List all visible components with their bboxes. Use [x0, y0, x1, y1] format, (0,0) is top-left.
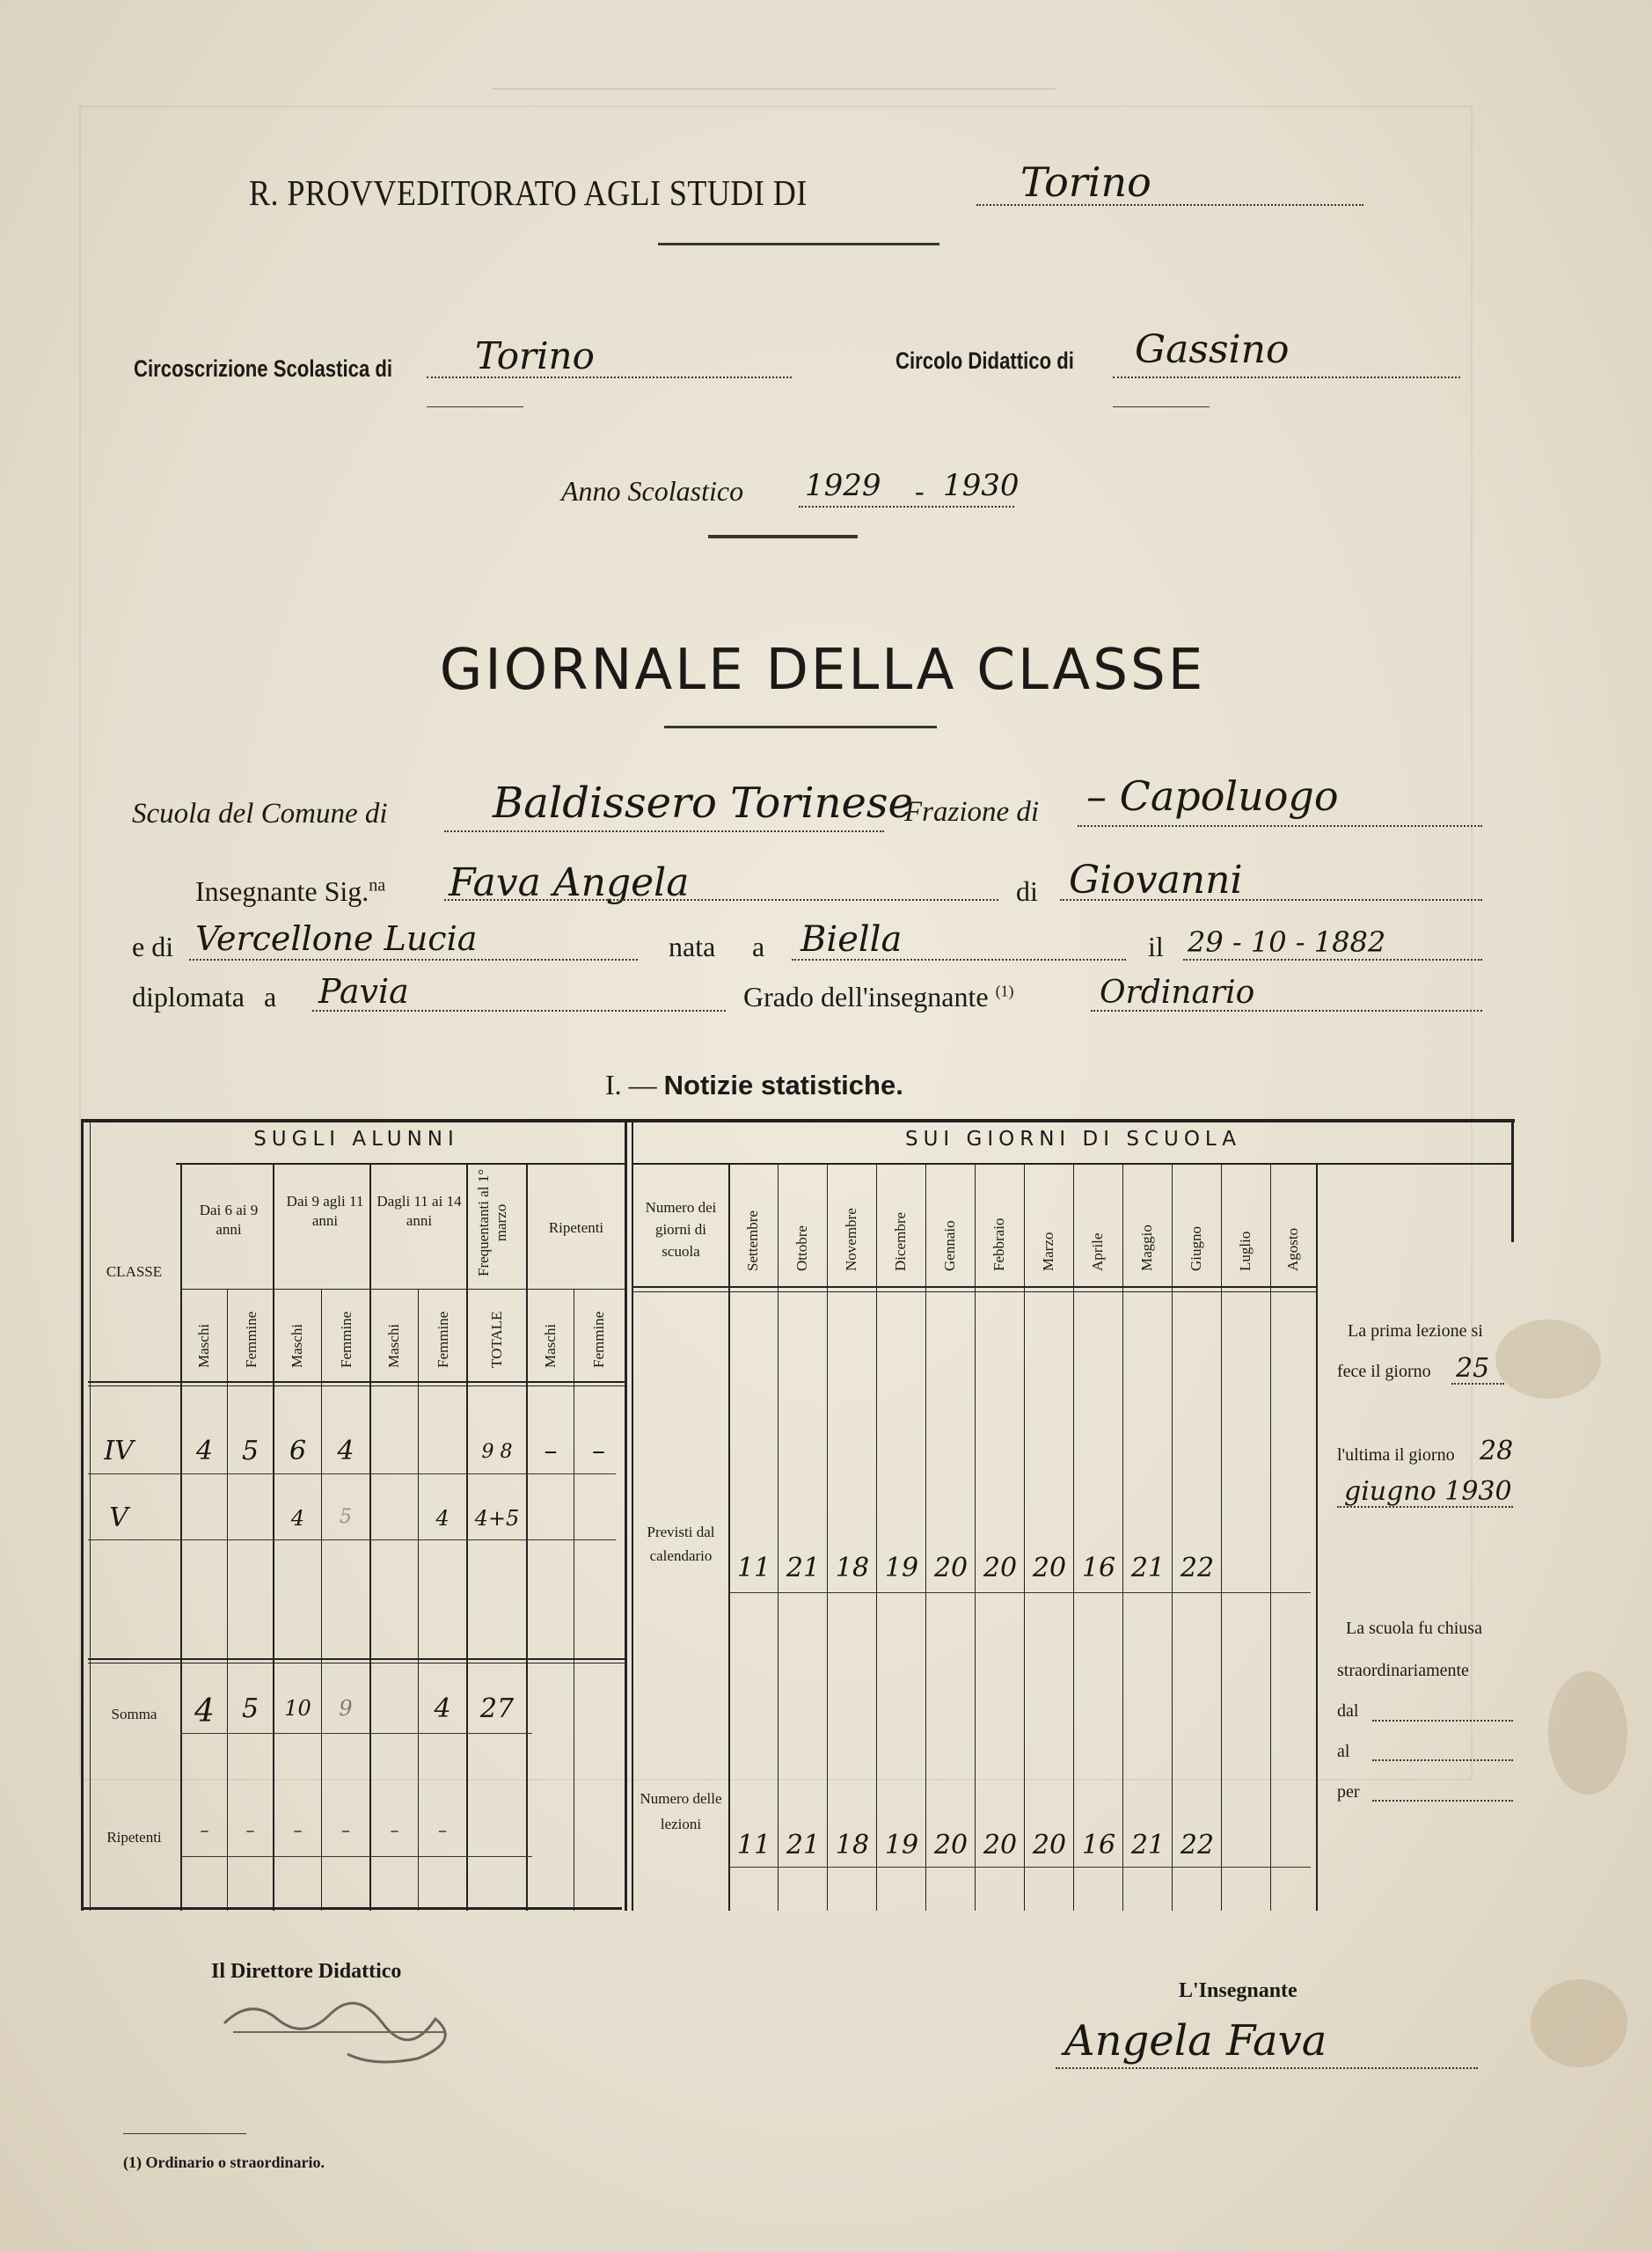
lezioni-label: Numero delle lezioni [640, 1790, 722, 1832]
anno-start: 1929 [805, 468, 881, 503]
sex-femmine-rip: Femmine [590, 1311, 607, 1368]
month-novembre: Novembre [843, 1208, 859, 1271]
lezioni-cell: 19 [884, 1830, 919, 1861]
table-row-classe: IV [104, 1436, 134, 1466]
lezioni-cell: 18 [835, 1830, 870, 1861]
previsti-cell: 11 [736, 1553, 771, 1583]
sex-maschi-3: Maschi [385, 1323, 402, 1368]
month-luglio: Luglio [1237, 1231, 1254, 1271]
anno-label: Anno Scolastico [561, 475, 744, 507]
grado-value: Ordinario [1100, 975, 1255, 1011]
somma-cell: 4 [434, 1693, 451, 1724]
age-group-6-9: Dai 6 ai 9 anni [199, 1202, 259, 1238]
dal-label: dal [1337, 1701, 1359, 1721]
col-line [466, 1163, 468, 1911]
comune-value: Baldissero Torinese [493, 779, 913, 828]
per-label: per [1337, 1782, 1360, 1802]
sex-row-rule [180, 1289, 625, 1290]
ultima-value: 28 [1480, 1436, 1514, 1466]
table-row-cell: 4 [337, 1436, 355, 1466]
row-underline [88, 1539, 616, 1540]
footnote: (1) Ordinario o straordinario. [123, 2153, 325, 2171]
table-row-cell: – [592, 1436, 605, 1466]
month-ottobre: Ottobre [793, 1225, 810, 1271]
insegnante-label-text: Insegnante Sig. [195, 875, 369, 907]
circolo-value: Gassino [1135, 327, 1290, 372]
month-dicembre: Dicembre [892, 1211, 909, 1271]
group-header-sui-giorni: SUI GIORNI DI SCUOLA [905, 1128, 1241, 1151]
ripetenti-cell: – [438, 1819, 447, 1840]
previsti-cell: 22 [1180, 1553, 1215, 1583]
col-line [1221, 1163, 1222, 1911]
table-row-cell: 4+5 [474, 1506, 520, 1531]
nata-a-label: a [752, 931, 765, 962]
age-group-11-14: Dagli 11 ai 14 anni [376, 1193, 462, 1229]
somma-top-rule [88, 1658, 625, 1660]
month-settembre: Settembre [744, 1210, 761, 1271]
madre-value: Vercellone Lucia [195, 919, 478, 958]
col-line [526, 1163, 528, 1911]
provveditorato-value: Torino [1020, 158, 1151, 206]
col-line [273, 1163, 274, 1911]
insegnante-sup: na [369, 875, 386, 896]
per-dotted [1372, 1800, 1513, 1802]
col-line [1073, 1163, 1074, 1911]
frazione-value: – Capoluogo [1086, 772, 1339, 820]
month-agosto: Agosto [1284, 1227, 1301, 1271]
il-label: il [1148, 931, 1164, 962]
padre-value: Giovanni [1069, 858, 1243, 903]
insegnante-signature: Angela Fava [1064, 2016, 1327, 2066]
sex-maschi-rip: Maschi [542, 1323, 559, 1368]
anno-separator: - [915, 475, 925, 507]
group-header-sugli-alunni: SUGLI ALUNNI [253, 1128, 459, 1151]
month-gennaio: Gennaio [941, 1220, 958, 1271]
table-row-cell: 5 [241, 1436, 259, 1466]
col-line [925, 1163, 926, 1911]
table-mid-border-inner [632, 1119, 633, 1911]
col-line [1172, 1163, 1173, 1911]
table-row-cell: 9 8 [481, 1441, 513, 1463]
numero-giorni-header: Numero dei giorni di scuola [645, 1199, 717, 1260]
col-line [975, 1163, 976, 1911]
frequentanti-header: Frequentanti al 1° marzo [475, 1169, 509, 1276]
circolo-label: Circolo Didattico di [895, 347, 1074, 374]
col-line [1316, 1163, 1318, 1911]
prima-lezione-line-2: fece il giorno [1337, 1362, 1431, 1381]
table-bottom-border-left [81, 1907, 622, 1910]
age-group-9-11: Dai 9 agli 11 anni [286, 1193, 364, 1229]
previsti-cell: 20 [933, 1553, 969, 1583]
al-dotted [1372, 1759, 1513, 1761]
previsti-cell: 16 [1081, 1553, 1116, 1583]
left-group-rule [176, 1163, 625, 1165]
provveditorato-label: R. PROVVEDITORATO AGLI STUDI DI [249, 172, 808, 213]
al-label: al [1337, 1742, 1350, 1761]
ripetenti-underline [180, 1856, 532, 1857]
table-row-cell: 5 [340, 1506, 352, 1528]
totale-label: TOTALE [488, 1311, 505, 1368]
chiusa-line-2: straordinariamente [1337, 1661, 1469, 1680]
lezioni-underline [730, 1867, 1311, 1868]
direttore-signature-scribble [216, 1979, 471, 2076]
ultima-value-2: giugno 1930 [1344, 1476, 1512, 1507]
ripetenti-cell: – [245, 1819, 255, 1840]
col-line [180, 1163, 182, 1911]
circoscrizione-value: Torino [475, 334, 595, 377]
col-line [1122, 1163, 1123, 1911]
table-row-cell: 4 [435, 1506, 450, 1531]
sex-femmine-2: Femmine [338, 1311, 355, 1368]
somma-cell: 4 [194, 1693, 215, 1729]
sex-maschi-2: Maschi [289, 1323, 305, 1368]
months-header-rule-2 [633, 1291, 1316, 1292]
section-title-number: I. — [605, 1069, 657, 1100]
table-row-cell: 4 [290, 1506, 305, 1531]
ripetenti-row-label: Ripetenti [106, 1829, 162, 1846]
somma-cell: 10 [284, 1696, 311, 1721]
month-marzo: Marzo [1040, 1232, 1056, 1271]
anno-end: 1930 [943, 468, 1020, 503]
data-value: 29 - 10 - 1882 [1188, 925, 1386, 959]
table-row-cell: 4 [195, 1436, 214, 1466]
lezioni-cell: 22 [1180, 1830, 1215, 1861]
dal-dotted [1372, 1720, 1513, 1722]
somma-underline [180, 1733, 532, 1734]
lezioni-cell: 20 [933, 1830, 969, 1861]
diplomata-value: Pavia [318, 972, 409, 1011]
lezioni-cell: 20 [983, 1830, 1018, 1861]
lezioni-cell: 16 [1081, 1830, 1116, 1861]
table-row-cell: 6 [289, 1436, 307, 1466]
grado-label-text: Grado dell'insegnante [743, 981, 989, 1013]
somma-label: Somma [111, 1706, 157, 1722]
previsti-cell: 19 [884, 1553, 919, 1583]
somma-cell: 5 [241, 1693, 259, 1724]
table-left-border [81, 1119, 84, 1911]
diplomata-a-label: a [263, 981, 277, 1013]
frazione-label: Frazione di [904, 796, 1040, 828]
table-row-cell: – [544, 1436, 558, 1466]
grado-note: (1) [995, 982, 1014, 1000]
previsti-underline [730, 1592, 1311, 1593]
diplomata-label-text: diplomata [132, 981, 245, 1013]
nata-label: nata [669, 931, 716, 962]
prima-lezione-dotted [1451, 1383, 1504, 1385]
prima-lezione-line-1: La prima lezione si [1348, 1321, 1483, 1341]
col-line [369, 1163, 371, 1911]
month-aprile: Aprile [1089, 1232, 1106, 1271]
somma-cell: 9 [339, 1696, 353, 1721]
comune-label: Scuola del Comune di [132, 798, 388, 830]
ripetenti-cell: – [341, 1819, 350, 1840]
previsti-cell: 18 [835, 1553, 870, 1583]
previsti-cell: 21 [1130, 1553, 1166, 1583]
previsti-cell: 20 [983, 1553, 1018, 1583]
ripetenti-cell: – [293, 1819, 303, 1840]
direttore-label: Il Direttore Didattico [211, 1960, 402, 1983]
classe-header: CLASSE [106, 1263, 163, 1280]
prima-lezione-value: 25 [1456, 1353, 1490, 1384]
lezioni-cell: 20 [1032, 1830, 1067, 1861]
ripetenti-header: Ripetenti [548, 1219, 604, 1236]
col-line [1270, 1163, 1271, 1911]
circoscrizione-label: Circoscrizione Scolastica di [134, 355, 393, 382]
chiusa-line-1: La scuola fu chiusa [1346, 1619, 1482, 1638]
e-di-label: e di [132, 931, 174, 962]
col-line [876, 1163, 877, 1911]
sex-femmine-3: Femmine [435, 1311, 451, 1368]
luogo-value: Biella [800, 919, 903, 960]
ultima-dotted [1337, 1506, 1513, 1508]
row-underline [88, 1473, 616, 1474]
ripetenti-cell: – [390, 1819, 399, 1840]
table-row-classe: V [109, 1503, 128, 1533]
previsti-cell: 20 [1032, 1553, 1067, 1583]
section-title-text: Notizie statistiche. [663, 1070, 903, 1100]
di-label: di [1016, 875, 1038, 907]
previsti-label: Previsti dal calendario [647, 1524, 715, 1564]
col-line [827, 1163, 828, 1911]
insegnante-sign-label: L'Insegnante [1179, 1979, 1297, 2002]
ripetenti-cell: – [200, 1819, 209, 1840]
month-giugno: Giugno [1188, 1226, 1204, 1271]
table-top-border [81, 1119, 1515, 1122]
somma-cell: 27 [479, 1693, 515, 1724]
header-bottom-rule [88, 1381, 625, 1383]
col-line [728, 1163, 730, 1911]
sex-femmine-1: Femmine [243, 1311, 259, 1368]
ultima-label: l'ultima il giorno [1337, 1445, 1455, 1465]
months-header-rule [633, 1286, 1316, 1288]
table-left-inner-border [90, 1119, 91, 1911]
month-febbraio: Febbraio [990, 1217, 1007, 1271]
insegnante-value: Fava Angela [449, 860, 690, 905]
footnote-rule [123, 2133, 246, 2134]
col-line [1024, 1163, 1025, 1911]
lezioni-cell: 11 [736, 1830, 771, 1861]
lezioni-cell: 21 [786, 1830, 821, 1861]
lezioni-cell: 21 [1130, 1830, 1166, 1861]
month-maggio: Maggio [1138, 1225, 1155, 1271]
page-title: GIORNALE DELLA CLASSE [439, 638, 1206, 703]
previsti-cell: 21 [786, 1553, 821, 1583]
table-mid-border [625, 1119, 627, 1911]
insegnante-signature-dotted [1056, 2067, 1478, 2069]
sex-maschi-1: Maschi [195, 1323, 212, 1368]
